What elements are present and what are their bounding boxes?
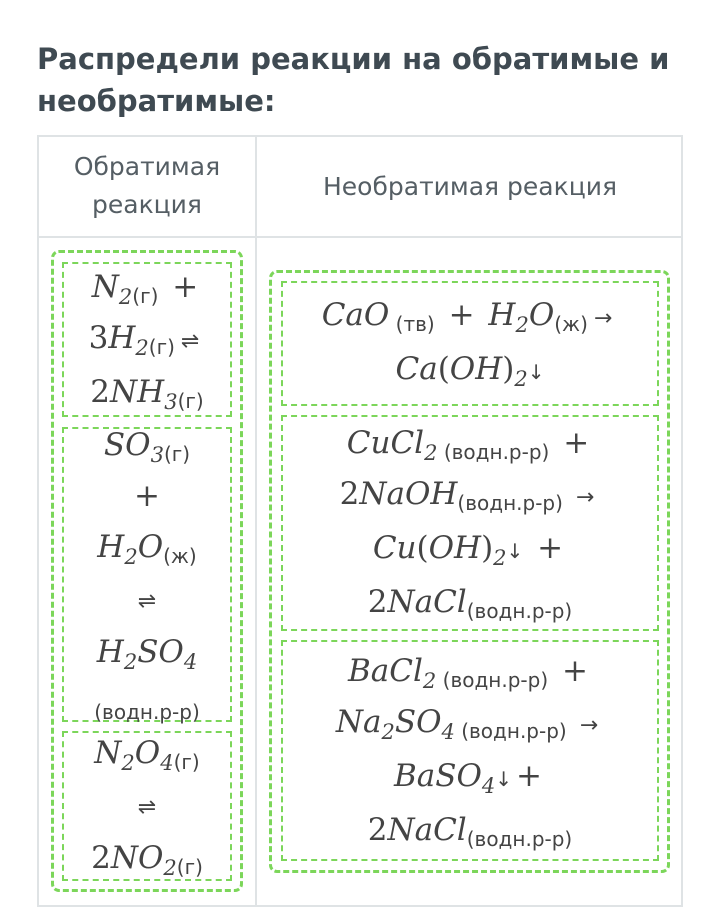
equation-line xyxy=(89,262,206,313)
equation-line xyxy=(94,522,200,573)
equation-token: ↓ xyxy=(495,766,513,791)
reaction-card-bacl2-na2so4[interactable] xyxy=(281,640,659,861)
column-header-irreversible: Необратимая реакция xyxy=(322,172,618,201)
equation-line xyxy=(336,751,604,805)
equation-token: (водн.р-р) xyxy=(466,826,573,851)
equation-token: NaOH xyxy=(359,476,458,512)
equation-token: + xyxy=(162,268,199,305)
equation-line xyxy=(94,420,200,471)
equation-token: 2 xyxy=(123,650,138,674)
equation xyxy=(336,646,604,856)
equation-token: 3 xyxy=(88,319,109,356)
equation-line xyxy=(340,469,601,523)
equation-line xyxy=(322,290,619,344)
column-header-reversible: Обратимая реакция xyxy=(73,152,221,219)
equation-token: ↓ xyxy=(527,359,545,384)
equation-token: H xyxy=(97,529,125,565)
equation-token: (водн.р-р) xyxy=(437,440,550,464)
equation-token: 4 xyxy=(441,719,455,744)
equation-token: 4 xyxy=(481,773,496,798)
equation-token: + xyxy=(516,757,543,794)
equation-token: 2 xyxy=(367,584,388,620)
equation-token: 2 xyxy=(367,811,388,848)
equation-token: N xyxy=(91,268,119,305)
reaction-card-cucl2-naoh[interactable] xyxy=(281,415,659,631)
equation-token: ⇌ xyxy=(137,589,157,614)
equation-token: 2 xyxy=(121,751,135,775)
equation-token: N xyxy=(94,735,122,771)
equation-token: (г) xyxy=(148,334,175,359)
equation-token: + xyxy=(552,652,588,689)
equation-line xyxy=(94,471,200,522)
equation-token: Ca xyxy=(395,350,438,387)
equation-token: O xyxy=(137,529,164,565)
equation-token: 2 xyxy=(424,441,438,465)
equation-token: 4 xyxy=(183,650,198,674)
equation-token: 2 xyxy=(90,373,111,410)
reaction-card-n2o4[interactable] xyxy=(62,731,232,881)
equation-token: (водн.р-р) xyxy=(454,718,567,743)
equation-token: + xyxy=(527,530,564,566)
equation-token: CaO xyxy=(321,296,390,333)
equation-token: 2 xyxy=(135,335,149,360)
equation-token: NH xyxy=(110,373,165,410)
equation-token: (г) xyxy=(132,283,159,308)
equation-line xyxy=(340,418,601,469)
equation-token: ) xyxy=(481,530,494,566)
equation-token: ↓ xyxy=(506,539,524,563)
equation-token: + xyxy=(553,425,590,461)
equation-token: Na xyxy=(335,703,382,740)
equation-token: ⇌ xyxy=(137,795,157,820)
equation xyxy=(89,262,206,418)
equation-token: 4 xyxy=(160,751,174,775)
equation-line xyxy=(94,573,200,627)
equation-token: 3 xyxy=(164,389,178,414)
equation-line xyxy=(91,779,203,833)
equation-token: + xyxy=(438,296,485,333)
equation-token: ⇌ xyxy=(180,328,200,354)
equation-token: (водн.р-р) xyxy=(94,700,200,724)
reaction-card-cao-h2o[interactable] xyxy=(281,281,659,406)
equation-token: H xyxy=(108,319,136,356)
equation-line xyxy=(94,627,200,678)
reaction-card-so3-h2o[interactable] xyxy=(62,427,232,722)
equation-line xyxy=(340,577,601,628)
equation-token: H xyxy=(488,296,516,333)
equation-token: CuCl xyxy=(346,425,425,461)
equation-token: Cu xyxy=(372,530,417,566)
equation xyxy=(340,418,601,628)
header-divider xyxy=(37,236,683,238)
equation-token: 2 xyxy=(514,366,528,391)
equation-token: 2 xyxy=(118,284,133,309)
equation-token: SO xyxy=(137,634,184,670)
equation-token: 2 xyxy=(381,719,395,744)
equation-token: NaCl xyxy=(387,811,467,848)
equation-token: 2 xyxy=(163,856,177,880)
equation-token: ) xyxy=(502,350,515,387)
equation-token: 2 xyxy=(124,545,138,569)
equation-token: (г) xyxy=(177,388,204,413)
equation-line xyxy=(89,313,206,367)
equation-token: → xyxy=(572,712,599,738)
equation-token: → xyxy=(593,305,613,331)
equation-token: (водн.р-р) xyxy=(436,667,549,692)
equation-token: (ж) xyxy=(163,544,197,568)
equation-token: 2 xyxy=(91,840,111,876)
task-title: Распредели реакции на обратимые и необратимые: xyxy=(37,42,670,118)
equation-token: O xyxy=(528,296,555,333)
equation-token: 2 xyxy=(493,546,507,570)
equation-token: 2 xyxy=(339,476,360,512)
equation-token: → xyxy=(568,485,595,510)
equation-token: (водн.р-р) xyxy=(466,599,573,623)
equation-token: ( xyxy=(437,350,450,387)
equation xyxy=(94,420,200,729)
reaction-card-n2-h2[interactable] xyxy=(62,262,232,417)
column-divider xyxy=(255,135,257,907)
equation xyxy=(322,290,619,398)
equation-token: OH xyxy=(449,350,503,387)
equation-token: (г) xyxy=(173,750,200,774)
equation-token: BaCl xyxy=(348,652,423,689)
equation-token: NO xyxy=(110,840,164,876)
equation-token: (ж) xyxy=(554,311,588,336)
equation-token: 2 xyxy=(422,668,437,693)
equation-line xyxy=(94,678,200,729)
equation-token: SO xyxy=(394,703,442,740)
equation-token: 2 xyxy=(515,312,529,337)
equation-token: SO xyxy=(103,427,151,463)
equation-token: (г) xyxy=(176,855,203,879)
equation-token: (г) xyxy=(163,442,191,466)
equation-token: H xyxy=(96,634,124,670)
equation-line xyxy=(91,833,203,884)
equation-line xyxy=(89,367,206,418)
equation xyxy=(91,728,203,884)
equation-token: OH xyxy=(428,530,482,566)
equation-token: (водн.р-р) xyxy=(457,491,563,515)
equation-token: 3 xyxy=(150,443,164,467)
equation-token: + xyxy=(134,478,160,514)
equation-line xyxy=(322,344,619,398)
equation-token: (тв) xyxy=(389,311,435,336)
equation-line xyxy=(91,728,203,779)
equation-line xyxy=(340,523,601,577)
equation-token: ( xyxy=(416,530,429,566)
equation-token: O xyxy=(134,735,161,771)
equation-token: NaCl xyxy=(387,584,467,620)
equation-line xyxy=(336,697,604,751)
equation-token: BaSO xyxy=(393,757,482,794)
equation-line xyxy=(336,646,604,697)
equation-line xyxy=(336,805,604,856)
